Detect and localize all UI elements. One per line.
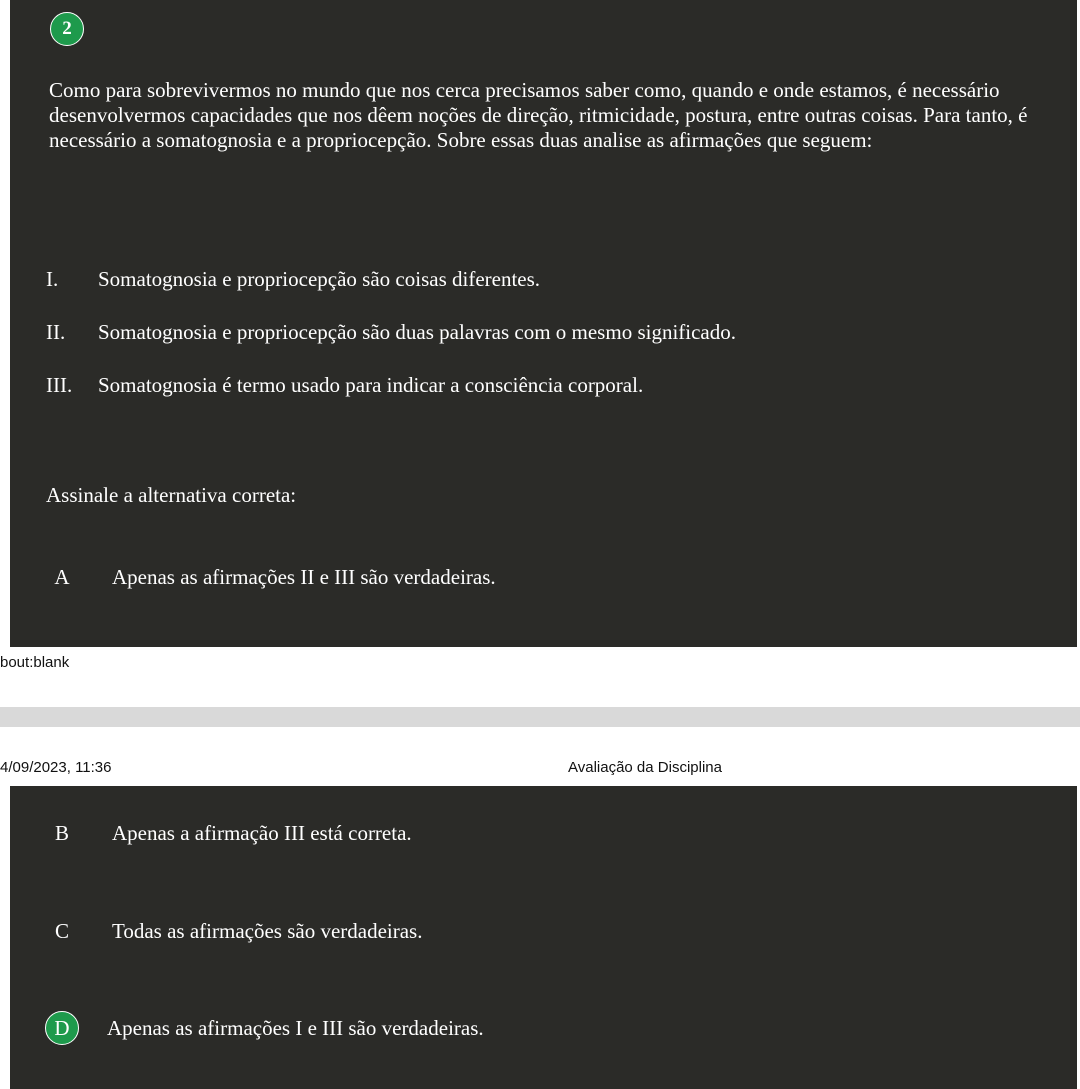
option-d[interactable]: [50, 1011, 484, 1045]
option-b[interactable]: [50, 821, 412, 846]
statement-text: Somatognosia e propriocepção são coisas diferentes.: [98, 267, 541, 291]
page-break-band: [0, 707, 1080, 727]
statement-item: [46, 373, 643, 398]
option-letter: C: [54, 919, 69, 943]
option-letter: B: [54, 821, 69, 845]
question-prompt: Como para sobrevivermos no mundo que nos cerca precisamos saber como, quando e onde estamos, é necessário desenvolvermos capacidades que nos dêem noções de direção, ritmicidade, postura, entre outras coisas. Para tanto, é necessário a somatognosia e a propriocepção. Sobre essas duas analise as afirmações que seguem:: [49, 78, 1028, 152]
question-panel: [10, 0, 1077, 647]
option-text: Apenas as afirmações I e III são verdadeiras.: [107, 1015, 484, 1040]
statement-text: Somatognosia e propriocepção são duas palavras com o mesmo significado.: [98, 320, 736, 344]
option-text: Apenas as afirmações II e III são verdadeiras.: [112, 565, 496, 589]
statement-number: III.: [46, 373, 73, 397]
instruction-text: Assinale a alternativa correta:: [46, 483, 297, 507]
statement-number: I.: [46, 267, 59, 291]
option-letter-selected: D: [45, 1011, 79, 1045]
option-c[interactable]: [50, 919, 422, 944]
statement-number: II.: [46, 320, 66, 344]
option-text: Apenas a afirmação III está correta.: [112, 821, 412, 845]
statement-item: [46, 320, 736, 345]
print-title: Avaliação da Disciplina: [568, 759, 722, 776]
statement-text: Somatognosia é termo usado para indicar a consciência corporal.: [98, 373, 644, 397]
option-letter: A: [54, 565, 70, 589]
options-panel: [10, 786, 1077, 1089]
option-text: Todas as afirmações são verdadeiras.: [112, 919, 423, 943]
option-a[interactable]: [50, 565, 496, 590]
question-number-badge: 2: [50, 12, 84, 46]
print-url: bout:blank: [0, 654, 70, 671]
print-datetime: 4/09/2023, 11:36: [0, 759, 112, 776]
statement-item: [46, 267, 540, 292]
